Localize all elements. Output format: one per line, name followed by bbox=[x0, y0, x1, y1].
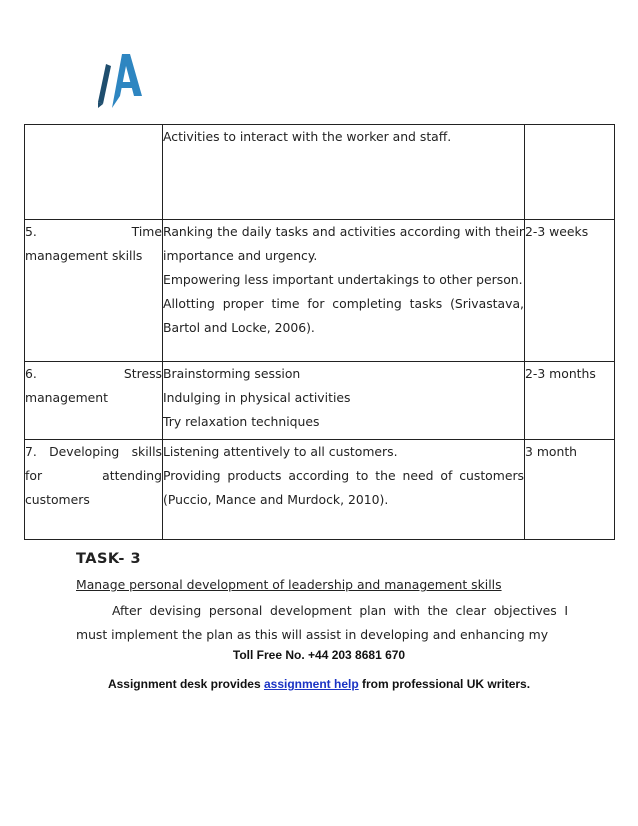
activity-text: Ranking the daily tasks and activities according with their importance and urgency. bbox=[163, 224, 524, 263]
activity-text: Indulging in physical activities bbox=[163, 390, 351, 405]
skill-text-end: management skills bbox=[25, 248, 143, 263]
activity-text: Brainstorming session bbox=[163, 366, 301, 381]
skill-cell bbox=[25, 125, 163, 220]
task-paragraph: After devising personal development plan with the clear objectives I must implement the plan as this will assist in developing and enhancing my bbox=[76, 603, 568, 642]
skill-cell bbox=[25, 440, 163, 540]
skill-text: 6. Stress bbox=[25, 366, 162, 381]
skill-text-end: customers bbox=[25, 492, 90, 507]
table-row bbox=[25, 125, 615, 220]
development-plan-table bbox=[24, 124, 615, 540]
activities-cell bbox=[163, 125, 525, 220]
activity-text: Empowering less important undertakings to other person. bbox=[163, 272, 523, 287]
assignment-help-link[interactable]: assignment help bbox=[263, 677, 359, 691]
activity-text: Activities to interact with the worker and staff. bbox=[163, 129, 452, 144]
activities-cell bbox=[163, 362, 525, 440]
task-heading: TASK- 3 bbox=[76, 551, 142, 567]
skill-text: 5. Time bbox=[25, 224, 162, 239]
duration-cell: 2-3 months bbox=[525, 362, 615, 440]
footer-text: from professional UK writers. bbox=[358, 677, 531, 691]
task-section bbox=[76, 549, 568, 647]
skill-text-end: management bbox=[25, 390, 109, 405]
duration-cell bbox=[525, 125, 615, 220]
skill-text: 7. Developing skills for attending bbox=[25, 444, 162, 483]
table-row bbox=[25, 362, 615, 440]
task-subheading: Manage personal development of leadership and management skills bbox=[76, 577, 502, 592]
activities-cell bbox=[163, 440, 525, 540]
footer-description bbox=[0, 677, 638, 691]
skill-cell bbox=[25, 220, 163, 362]
skill-cell bbox=[25, 362, 163, 440]
activity-text: Providing products according to the need of customers (Puccio, Mance and Murdock, 2010). bbox=[163, 468, 524, 507]
duration-cell: 2-3 weeks bbox=[525, 220, 615, 362]
footer-phone: Toll Free No. +44 203 8681 670 bbox=[232, 648, 406, 662]
table-row bbox=[25, 440, 615, 540]
brand-logo-icon bbox=[92, 50, 144, 110]
footer-text: Assignment desk provides bbox=[107, 677, 264, 691]
activity-text: Allotting proper time for completing tasks (Srivastava, Bartol and Locke, 2006). bbox=[163, 296, 524, 335]
activity-text: Listening attentively to all customers. bbox=[163, 444, 398, 459]
table-row bbox=[25, 220, 615, 362]
activity-text: Try relaxation techniques bbox=[163, 414, 320, 429]
activities-cell bbox=[163, 220, 525, 362]
duration-cell: 3 month bbox=[525, 440, 615, 540]
